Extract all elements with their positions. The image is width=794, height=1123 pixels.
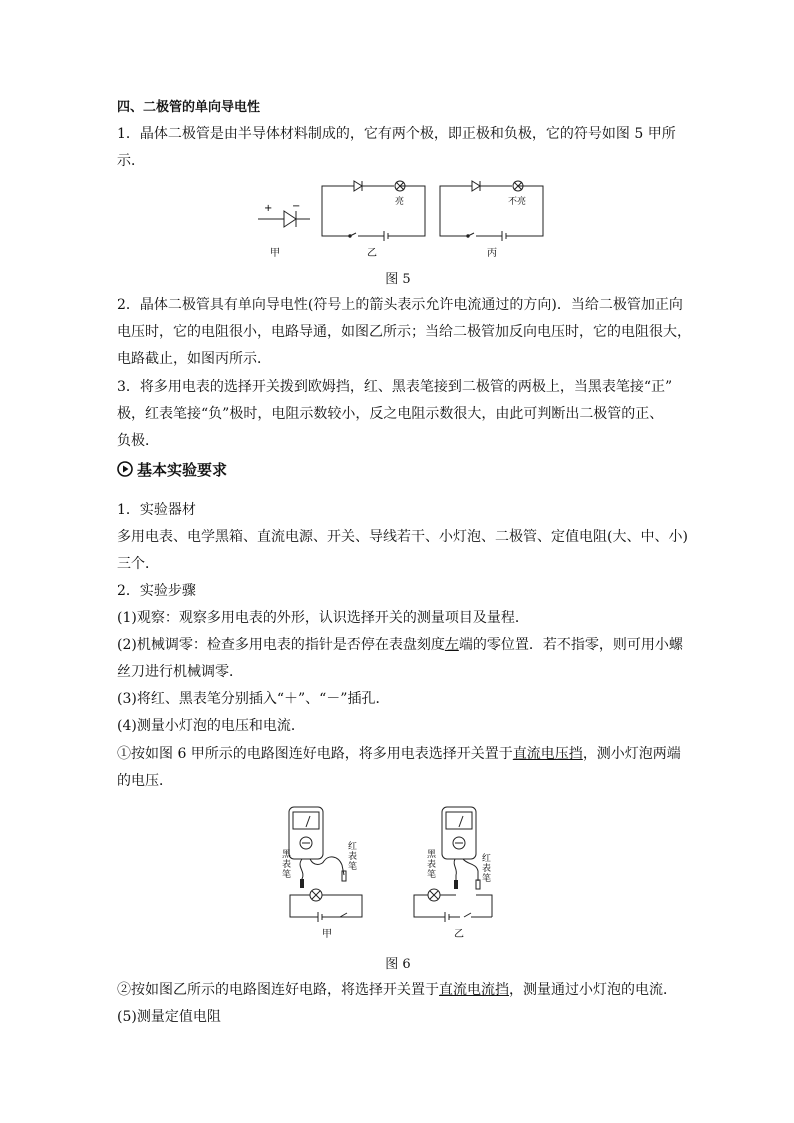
step-1: (1)观察：观察多用电表的外形，认识选择开关的测量项目及量程．: [117, 610, 529, 626]
step-5: (5)测量定值电阻: [117, 1009, 221, 1025]
play-circle-icon: [117, 461, 133, 477]
step-2-part-a: (2)机械调零：检查多用电表的指针是否停在表盘刻度: [117, 637, 445, 653]
circuit-bing: [440, 181, 543, 241]
step-2-continued: 丝刀进行机械调零．: [117, 664, 243, 680]
paragraph-line: 三个．: [117, 556, 159, 572]
fig5-label-bing: 丙: [487, 248, 497, 259]
figure-5-diode-circuits: [250, 176, 550, 260]
step-4-1-part-b: ，测小灯泡两端: [582, 746, 681, 762]
fig6-label-jia: 甲: [322, 929, 332, 940]
paragraph-line: 负极．: [117, 433, 159, 449]
step-4-2-underlined: 直流电流挡: [439, 982, 509, 998]
paragraph-line: 多用电表、电学黑箱、直流电源、开关、导线若干、小灯泡、二极管、定值电阻(大、中、小): [117, 529, 688, 545]
black-probe-tip: [454, 880, 458, 889]
circuit-yi: [322, 181, 425, 241]
step-2-part-b: 端的零位置．若不指零，则可用小螺: [458, 637, 683, 653]
plus-sign: +: [264, 203, 273, 214]
fig6-label-yi: 乙: [454, 929, 464, 940]
minus-sign: −: [292, 201, 301, 212]
paragraph-line: 2．晶体二极管具有单向导电性(符号上的箭头表示允许电流通过的方向)．当给二极管加正向: [117, 297, 683, 313]
paragraph-line: 极，红表笔接“负”极时，电阻示数较小，反之电阻示数很大，由此可判断出二极管的正、: [117, 406, 664, 422]
step-4-1-underlined: 直流电压挡: [512, 746, 583, 762]
step-4-1-part-a: ①按如图 6 甲所示的电路图连好电路，将多用电表选择开关置于: [117, 746, 513, 762]
paragraph-line: 3．将多用电表的选择开关拨到欧姆挡，红、黑表笔接到二极管的两极上，当黑表笔接“正”: [117, 379, 673, 395]
figure-6-multimeter-circuits: [280, 805, 510, 945]
section-heading: 四、二极管的单向导电性: [117, 100, 261, 115]
section-title-basic: [117, 459, 227, 479]
fig5-label-jia: 甲: [270, 248, 280, 259]
step-2: [117, 636, 683, 654]
paragraph-line: 电路截止，如图丙所示．: [117, 351, 271, 367]
black-probe-label: 黑表笔: [427, 850, 437, 880]
multimeter-yi: [414, 807, 492, 922]
figure-5-caption: 图 5: [385, 272, 411, 287]
black-probe-tip: [300, 879, 304, 888]
step-3: (3)将红、黑表笔分别插入“＋”、“－”插孔．: [117, 691, 390, 707]
paragraph-line: 示．: [117, 153, 145, 169]
red-probe-label: 红表笔: [482, 854, 492, 884]
step-4-2: [117, 981, 677, 999]
step-4: (4)测量小灯泡的电压和电流．: [117, 718, 305, 734]
section-title-text: 基本实验要求: [137, 460, 228, 479]
red-probe-tip: [476, 880, 480, 889]
subsection-title: 2．实验步骤: [117, 583, 196, 599]
figure-6-caption: 图 6: [385, 957, 411, 972]
step-4-2-part-b: ，测量通过小灯泡的电流．: [509, 982, 677, 998]
paragraph-line: 电压时，它的电阻很小，电路导通，如图乙所示；当给二极管加反向电压时，它的电阻很大，: [117, 324, 691, 340]
step-2-underlined: 左: [444, 637, 459, 653]
subsection-title: 1．实验器材: [117, 502, 196, 518]
red-probe-label: 红表笔: [348, 842, 358, 872]
bright-label: 亮: [395, 197, 405, 207]
black-probe-label: 黑表笔: [282, 850, 292, 880]
step-4-1: [117, 745, 681, 763]
not-bright-label: 不亮: [508, 197, 527, 207]
step-4-1-continued: 的电压．: [117, 773, 173, 789]
fig5-label-yi: 乙: [367, 248, 377, 259]
step-4-2-part-a: ②按如图乙所示的电路图连好电路，将选择开关置于: [117, 982, 439, 998]
paragraph-line: 1．晶体二极管是由半导体材料制成的，它有两个极，即正极和负极，它的符号如图 5 甲所: [117, 126, 676, 142]
